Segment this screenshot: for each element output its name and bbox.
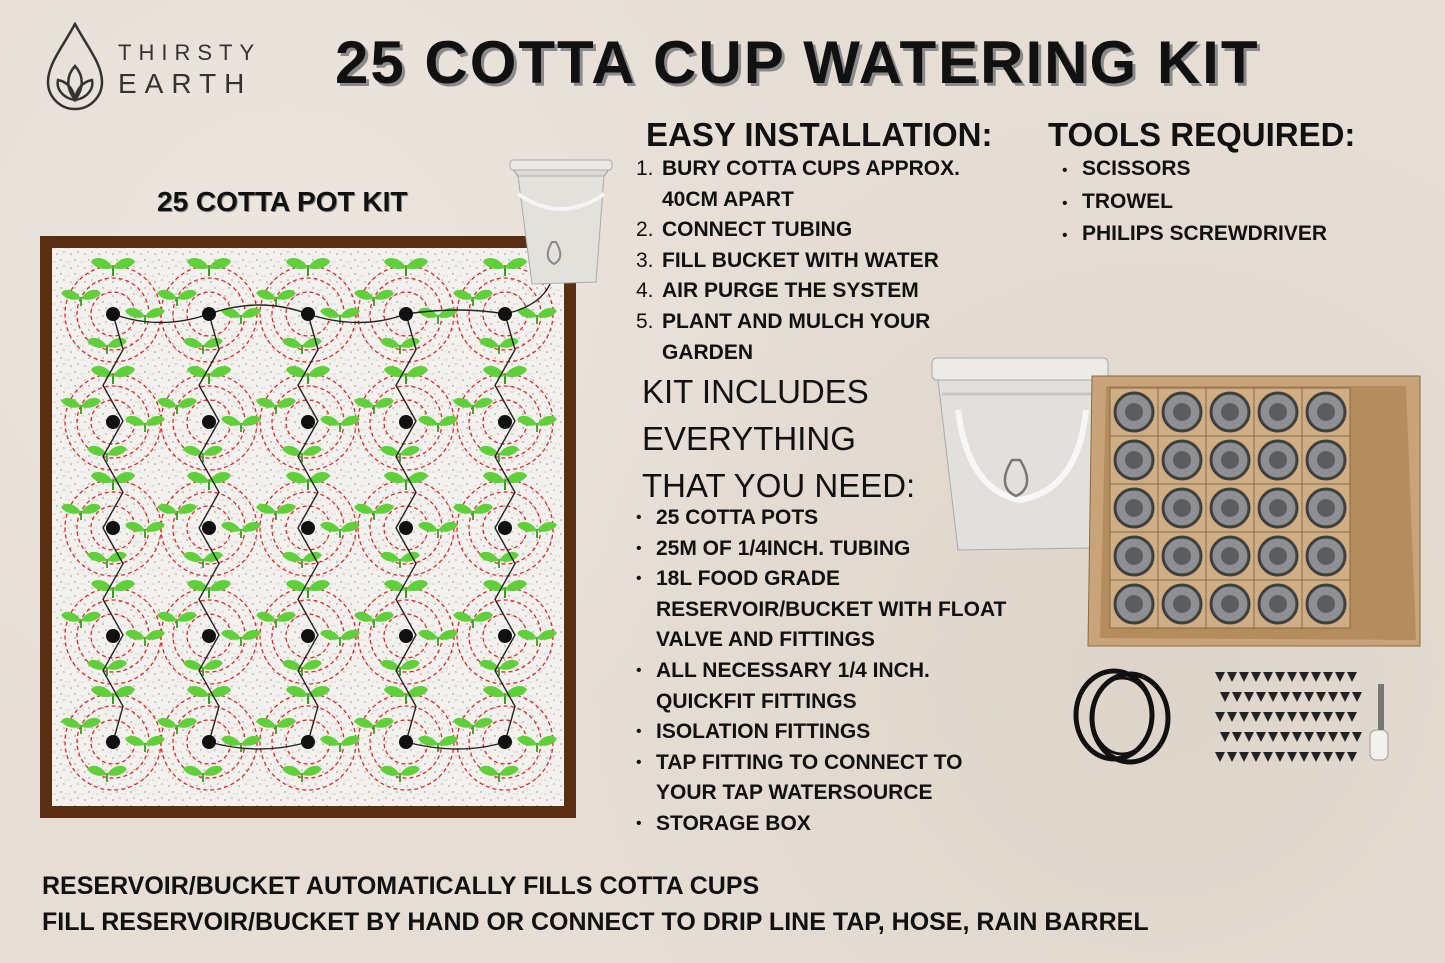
- quickfit-fitting: [1347, 712, 1357, 722]
- cotta-pot-layout-diagram: [40, 236, 576, 818]
- installation-heading: EASY INSTALLATION:: [646, 116, 993, 153]
- cotta-cup-node: [202, 629, 216, 643]
- quickfit-fitting: [1263, 712, 1273, 722]
- cotta-pot-item: [1254, 436, 1302, 484]
- includes-heading-line: EVERYTHING: [642, 420, 856, 457]
- cotta-cup-node: [498, 521, 512, 535]
- cotta-cup-node: [498, 307, 512, 321]
- included-item: [636, 717, 1021, 748]
- quickfit-fitting: [1256, 692, 1266, 702]
- quickfit-fitting: [1227, 712, 1237, 722]
- quickfit-fitting: [1251, 672, 1261, 682]
- included-item: [636, 748, 1021, 809]
- quickfit-fitting: [1244, 732, 1254, 742]
- cotta-cup-node: [106, 735, 120, 749]
- quickfit-fitting: [1347, 752, 1357, 762]
- step-text: PLANT AND MULCH YOUR GARDEN: [662, 309, 931, 364]
- cotta-pot-item: [1158, 388, 1206, 436]
- install-step: [636, 246, 1006, 277]
- quickfit-fitting: [1239, 752, 1249, 762]
- quickfit-fitting: [1299, 752, 1309, 762]
- quickfit-fitting: [1335, 712, 1345, 722]
- quickfit-fitting: [1328, 732, 1338, 742]
- cotta-cup-node: [498, 415, 512, 429]
- step-text: BURY COTTA CUPS APPROX. 40CM APART: [662, 157, 960, 211]
- quickfit-fitting: [1311, 672, 1321, 682]
- footer-line-2: FILL RESERVOIR/BUCKET BY HAND OR CONNECT TO DRIP LINE TAP, HOSE, RAIN BARREL: [42, 908, 1149, 936]
- page-title: 25 COTTA CUP WATERING KIT: [335, 29, 1260, 96]
- included-item-text: • 25M OF 1/4INCH. TUBING: [656, 536, 911, 560]
- quickfit-fitting: [1299, 712, 1309, 722]
- cotta-cup-node: [301, 415, 315, 429]
- quickfit-fitting: [1280, 692, 1290, 702]
- cotta-pot-item: [1302, 532, 1350, 580]
- step-number: 3.: [636, 248, 654, 272]
- cotta-cup-node: [202, 521, 216, 535]
- quickfit-fitting: [1215, 672, 1225, 682]
- quickfit-fitting: [1227, 752, 1237, 762]
- quickfit-fitting: [1215, 752, 1225, 762]
- quickfit-fitting: [1323, 712, 1333, 722]
- included-item: [636, 564, 1021, 656]
- cotta-pot-item: [1302, 484, 1350, 532]
- water-drop-leaf-icon: [44, 22, 106, 112]
- included-item-text: • 18L FOOD GRADE RESERVOIR/BUCKET WITH FLOAT VALVE AND FITTINGS: [656, 567, 1007, 652]
- quickfit-fitting: [1352, 732, 1362, 742]
- cotta-cup-node: [106, 415, 120, 429]
- cotta-pot-item: [1254, 532, 1302, 580]
- brand-name-line2: EARTH: [118, 68, 253, 99]
- cotta-pot-item: [1302, 580, 1350, 628]
- cotta-pot-item: [1110, 388, 1158, 436]
- install-step: [636, 276, 1006, 307]
- cotta-pot-item: [1158, 436, 1206, 484]
- quickfit-fitting: [1232, 692, 1242, 702]
- quickfit-fitting: [1287, 752, 1297, 762]
- cotta-pot-item: [1302, 436, 1350, 484]
- cotta-pot-item: [1254, 388, 1302, 436]
- quickfit-fitting: [1263, 672, 1273, 682]
- quickfit-fitting: [1347, 672, 1357, 682]
- step-text: CONNECT TUBING: [662, 218, 853, 242]
- cotta-pot-item: [1158, 532, 1206, 580]
- quickfit-fitting: [1335, 672, 1345, 682]
- quickfit-fitting: [1311, 712, 1321, 722]
- quickfit-fitting: [1227, 672, 1237, 682]
- cotta-pot-item: [1206, 484, 1254, 532]
- included-item-text: • ISOLATION FITTINGS: [656, 720, 871, 744]
- quickfit-fitting: [1220, 732, 1230, 742]
- step-number: 5.: [636, 309, 654, 333]
- cotta-pot-item: [1206, 532, 1254, 580]
- cotta-pot-item: [1206, 580, 1254, 628]
- cotta-cup-node: [106, 307, 120, 321]
- cotta-pot-item: [1254, 484, 1302, 532]
- quickfit-fitting: [1323, 752, 1333, 762]
- cotta-cup-node: [202, 307, 216, 321]
- cotta-cup-node: [498, 735, 512, 749]
- cotta-cup-node: [498, 629, 512, 643]
- tool-item: • PHILIPS SCREWDRIVER: [1062, 219, 1327, 252]
- cotta-pot-item: [1302, 388, 1350, 436]
- includes-heading-line: THAT YOU NEED:: [642, 467, 916, 504]
- step-text: AIR PURGE THE SYSTEM: [662, 279, 919, 303]
- quickfit-fitting: [1287, 672, 1297, 682]
- quickfit-fitting: [1215, 712, 1225, 722]
- quickfit-fitting: [1328, 692, 1338, 702]
- tools-heading: TOOLS REQUIRED:: [1048, 116, 1356, 153]
- cotta-pot-item: [1206, 388, 1254, 436]
- included-item-text: • ALL NECESSARY 1/4 INCH. QUICKFIT FITTINGS: [656, 658, 930, 713]
- included-item-text: • STORAGE BOX: [656, 811, 811, 835]
- cotta-cup-node: [301, 629, 315, 643]
- quickfit-fitting: [1251, 712, 1261, 722]
- cotta-cup-node: [301, 307, 315, 321]
- cotta-cup-node: [301, 521, 315, 535]
- quickfit-fitting: [1263, 752, 1273, 762]
- cotta-cup-node: [202, 415, 216, 429]
- quickfit-fitting: [1268, 692, 1278, 702]
- footer-line-1: RESERVOIR/BUCKET AUTOMATICALLY FILLS COTTA CUPS: [42, 872, 760, 900]
- quickfit-fitting: [1292, 732, 1302, 742]
- reservoir-bucket-small: [506, 154, 616, 294]
- quickfit-fitting: [1239, 712, 1249, 722]
- cotta-cup-node: [106, 629, 120, 643]
- brand-name-line1: THIRSTY: [118, 40, 262, 65]
- quickfit-fitting: [1323, 672, 1333, 682]
- quickfit-fitting: [1304, 692, 1314, 702]
- tool-item: • SCISSORS: [1062, 154, 1327, 187]
- quickfit-fitting: [1299, 672, 1309, 682]
- quickfit-fitting: [1239, 672, 1249, 682]
- step-number: 1.: [636, 157, 654, 180]
- cotta-cup-node: [399, 735, 413, 749]
- included-item: [636, 656, 1021, 717]
- tools-list: [1062, 154, 1327, 252]
- included-item-text: • 25 COTTA POTS: [656, 506, 819, 529]
- cotta-pot-item: [1110, 484, 1158, 532]
- cotta-cup-node: [399, 629, 413, 643]
- quickfit-fitting: [1275, 752, 1285, 762]
- install-step: [636, 215, 1006, 246]
- storage-box-with-cotta-pots: [1086, 372, 1426, 650]
- included-item-text: • TAP FITTING TO CONNECT TO YOUR TAP WATERSOURCE: [656, 750, 963, 805]
- cotta-cup-node: [202, 735, 216, 749]
- cotta-cup-node: [301, 735, 315, 749]
- includes-heading-line: KIT INCLUDES: [642, 373, 869, 410]
- cotta-pot-item: [1110, 436, 1158, 484]
- quickfit-fitting: [1311, 752, 1321, 762]
- quickfit-fitting: [1232, 732, 1242, 742]
- quickfit-fitting: [1316, 692, 1326, 702]
- tubing-and-fittings-photo: [1072, 660, 1412, 780]
- quickfit-fitting: [1256, 732, 1266, 742]
- installation-steps: [636, 154, 1006, 368]
- quickfit-fitting: [1268, 732, 1278, 742]
- quickfit-fitting: [1316, 732, 1326, 742]
- quickfit-fitting: [1275, 672, 1285, 682]
- cotta-pot-item: [1158, 484, 1206, 532]
- quickfit-fitting: [1280, 732, 1290, 742]
- quickfit-fitting: [1340, 732, 1350, 742]
- tool-item: • TROWEL: [1062, 187, 1327, 220]
- step-text: FILL BUCKET WITH WATER: [662, 248, 939, 272]
- cotta-cup-node: [399, 415, 413, 429]
- cotta-cup-node: [399, 307, 413, 321]
- quickfit-fitting: [1352, 692, 1362, 702]
- diagram-label: 25 COTTA POT KIT: [157, 186, 408, 217]
- brand-logo: [44, 22, 274, 112]
- includes-heading: [642, 368, 942, 509]
- quickfit-fitting: [1244, 692, 1254, 702]
- step-number: 4.: [636, 279, 654, 303]
- step-number: 2.: [636, 218, 654, 242]
- quickfit-fitting: [1220, 692, 1230, 702]
- cotta-pot-item: [1110, 532, 1158, 580]
- cotta-pot-item: [1206, 436, 1254, 484]
- cotta-cup-node: [399, 521, 413, 535]
- quickfit-fitting: [1335, 752, 1345, 762]
- cotta-cup-node: [106, 521, 120, 535]
- quickfit-fitting: [1340, 692, 1350, 702]
- quickfit-fitting: [1251, 752, 1261, 762]
- cotta-pot-item: [1110, 580, 1158, 628]
- quickfit-fitting: [1292, 692, 1302, 702]
- quickfit-fitting: [1304, 732, 1314, 742]
- cotta-pot-item: [1254, 580, 1302, 628]
- included-item: [636, 809, 1021, 840]
- install-step: [636, 154, 1006, 215]
- quickfit-fitting: [1275, 712, 1285, 722]
- cotta-pot-item: [1158, 580, 1206, 628]
- quickfit-fitting: [1287, 712, 1297, 722]
